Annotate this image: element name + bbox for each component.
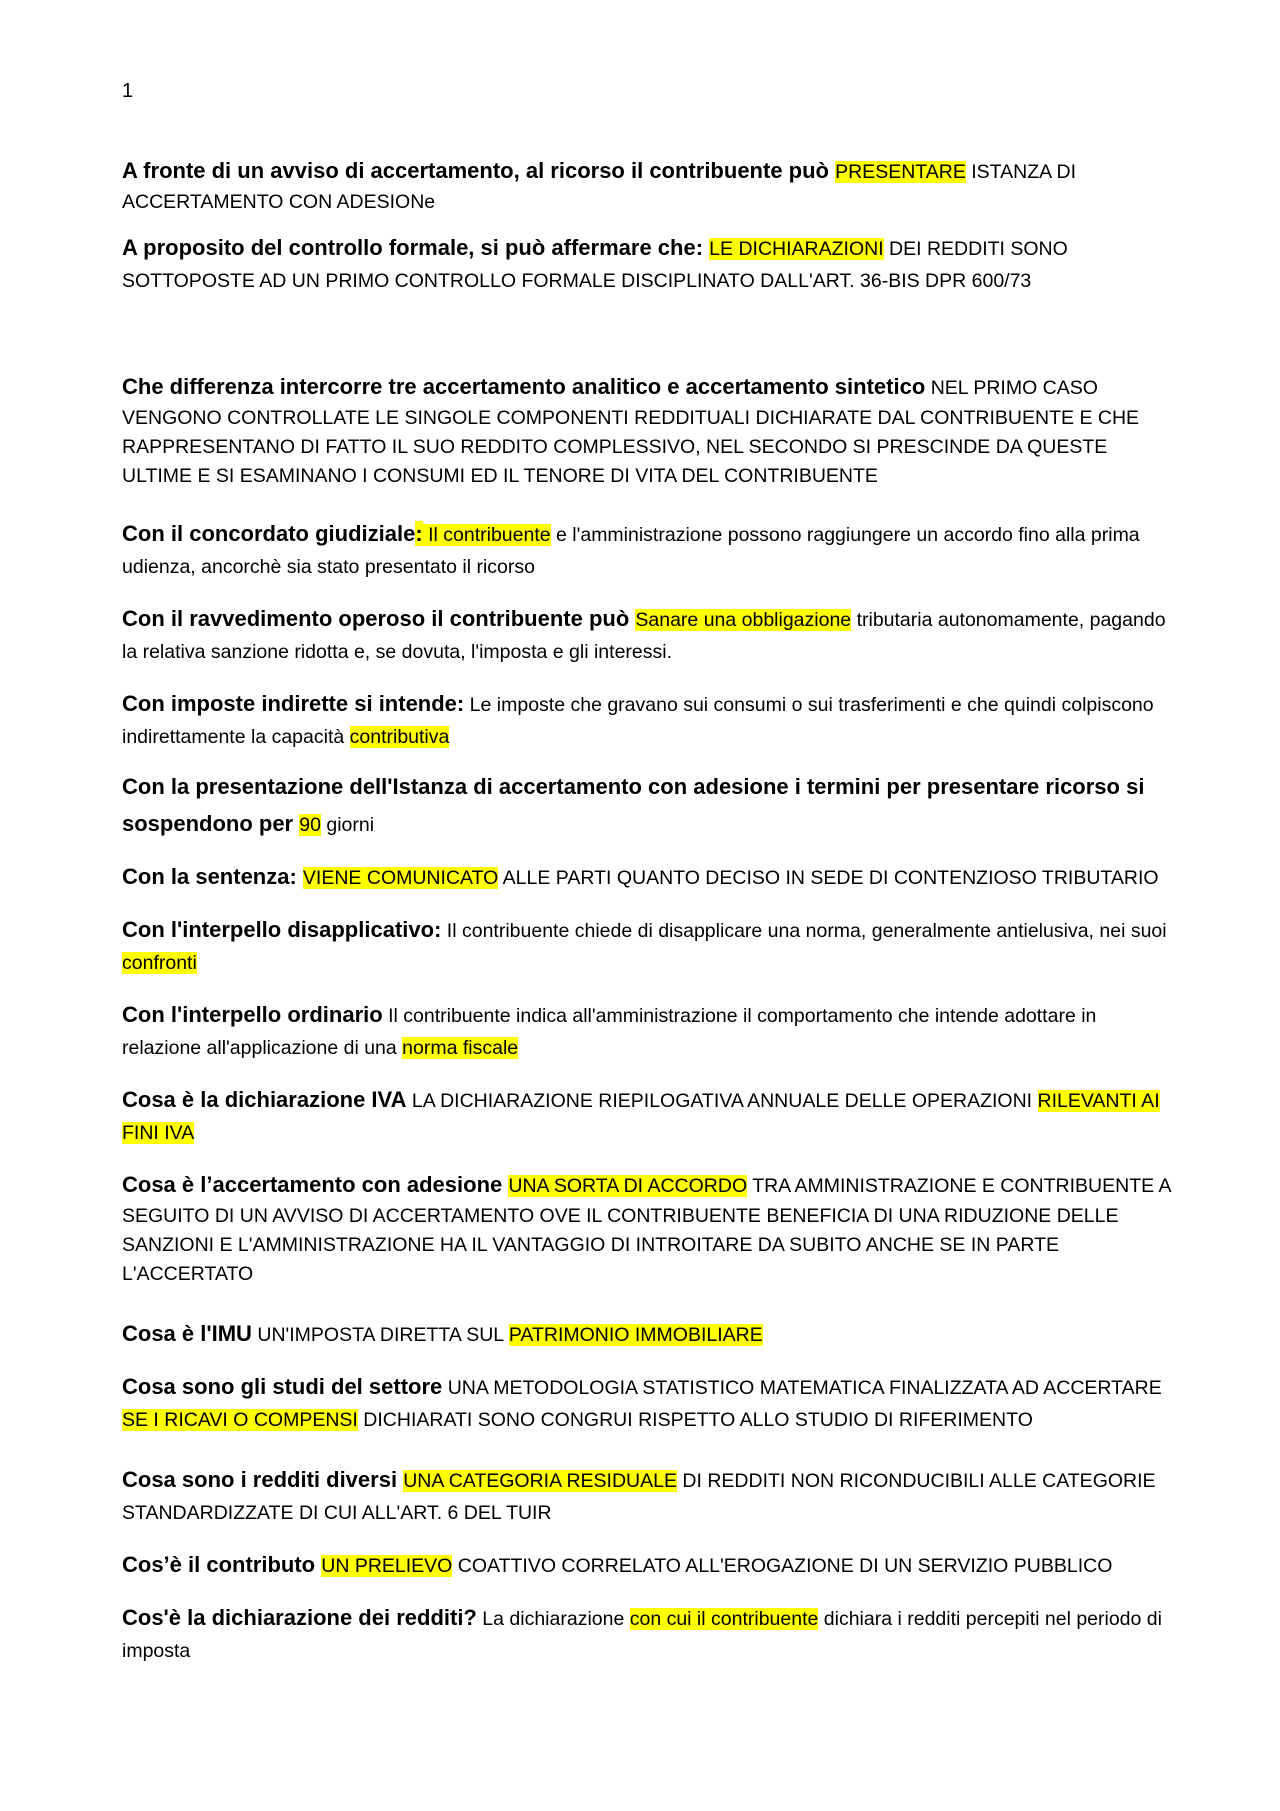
question-text: Cosa sono gli studi del settore (122, 1374, 443, 1399)
highlighted-answer: confronti (122, 952, 197, 974)
answer-text: ALLE PARTI QUANTO DECISO IN SEDE DI CONTENZIOSO TRIBUTARIO (498, 867, 1159, 889)
highlighted-answer: con cui il contribuente (629, 1608, 819, 1630)
question-text: Con la sentenza: (122, 864, 303, 889)
highlighted-answer: Il contribuente (422, 524, 551, 546)
question-text: Con l'interpello ordinario (122, 1002, 383, 1027)
qa-entry (122, 1168, 1172, 1289)
highlighted-answer: PATRIMONIO IMMOBILIARE (508, 1324, 763, 1346)
qa-entry (122, 154, 1172, 217)
answer-text: UN'IMPOSTA DIRETTA SUL (251, 1324, 509, 1346)
qa-entry (122, 1317, 1172, 1352)
qa-entry (122, 370, 1172, 491)
answer-text: giorni (320, 814, 375, 836)
highlighted-answer: 90 (299, 814, 321, 836)
answer-text: TRA AMMINISTRAZIONE E CONTRIBUENTE A SEGUITO DI UN AVVISO DI ACCERTAMENTO OVE IL CONTRIBUENTE BENEFICIA DI UNA RIDUZIONE DELLE SANZIONI E L'AMMINISTRAZIONE HA IL VANTAGGIO DI INTROITARE DA SUBITO ANCHE SE IN PARTE L'ACCERTATO (122, 1175, 1171, 1285)
answer-text: dichiara i redditi percepiti nel periodo di imposta (122, 1608, 1162, 1662)
question-text: Cos’è il contributo (122, 1552, 322, 1577)
question-text: Con imposte indirette si intende: (122, 691, 465, 716)
question-text: Cosa è l’accertamento con adesione (122, 1172, 509, 1197)
highlighted-answer: norma fiscale (402, 1037, 519, 1059)
question-text: Cosa è l'IMU (122, 1321, 252, 1346)
question-text: Cosa sono i redditi diversi (122, 1467, 404, 1492)
qa-entry (122, 1601, 1172, 1668)
answer-text: DI REDDITI NON RICONDUCIBILI ALLE CATEGORIE STANDARDIZZATE DI CUI ALL'ART. 6 DEL TUIR (122, 1470, 1156, 1524)
answer-text: Il contribuente indica all'amministrazione il comportamento che intende adottare in relazione all'applicazione di una (122, 1005, 1097, 1059)
highlighted-answer: UNA SORTA DI ACCORDO (508, 1175, 748, 1197)
highlighted-answer: Sanare una obbligazione (635, 609, 852, 631)
answer-text: UNA METODOLOGIA STATISTICO MATEMATICA FINALIZZATA AD ACCERTARE (442, 1377, 1162, 1399)
question-text: Cos'è la dichiarazione dei redditi? (122, 1605, 477, 1630)
question-text: Con la presentazione dell'Istanza di accertamento con adesione i termini per presentare ricorso si sospendono per (122, 774, 1145, 836)
answer-text: tributaria autonomamente, pagando la relativa sanzione ridotta e, se dovuta, l'imposta e gli interessi. (122, 609, 1166, 663)
answer-text: Il contribuente chiede di disapplicare una norma, generalmente antielusiva, nei suoi (441, 920, 1167, 942)
question-text: Con il concordato giudiziale (122, 521, 416, 546)
answer-text: NEL PRIMO CASO VENGONO CONTROLLATE LE SINGOLE COMPONENTI REDDITUALI DICHIARATE DAL CONTRIBUENTE E CHE RAPPRESENTANO DI FATTO IL SUO REDDITO COMPLESSIVO, NEL SECONDO SI PRESCINDE DA QUESTE ULTIME E SI ESAMINANO I CONSUMI ED IL TENORE DI VITA DEL CONTRIBUENTE (122, 377, 1140, 487)
answer-text: LA DICHIARAZIONE RIEPILOGATIVA ANNUALE DELLE OPERAZIONI (406, 1090, 1038, 1112)
highlighted-answer: RILEVANTI AI FINI IVA (122, 1090, 1160, 1144)
question-text: A fronte di un avviso di accertamento, al ricorso il contribuente può (122, 158, 836, 183)
qa-entry (122, 1548, 1172, 1583)
qa-entry (122, 231, 1172, 298)
highlighted-answer: PRESENTARE (835, 161, 966, 183)
highlighted-answer: VIENE COMUNICATO (302, 867, 499, 889)
qa-entry (122, 860, 1172, 895)
qa-entry (122, 602, 1172, 669)
qa-list (122, 154, 1172, 1668)
answer-text: e l'amministrazione possono raggiungere un accordo fino alla prima udienza, ancorchè sia stato presentato il ricorso (122, 524, 1140, 578)
qa-entry (122, 1083, 1172, 1150)
qa-entry (122, 998, 1172, 1065)
qa-entry (122, 770, 1172, 844)
question-text: Cosa è la dichiarazione IVA (122, 1087, 407, 1112)
highlighted-answer: UN PRELIEVO (321, 1555, 453, 1577)
highlighted-answer: LE DICHIARAZIONI (709, 238, 884, 260)
qa-entry (122, 913, 1172, 980)
answer-text: DICHIARATI SONO CONGRUI RISPETTO ALLO STUDIO DI RIFERIMENTO (357, 1409, 1033, 1431)
highlighted-answer: contributiva (349, 726, 450, 748)
answer-text: ISTANZA DI ACCERTAMENTO CON ADESIONe (122, 161, 1076, 213)
answer-text: La dichiarazione (476, 1608, 630, 1630)
question-text: Che differenza intercorre tre accertamento analitico e accertamento sintetico (122, 374, 926, 399)
answer-text: DEI REDDITI SONO SOTTOPOSTE AD UN PRIMO CONTROLLO FORMALE DISCIPLINATO DALL'ART. 36-BIS DPR 600/73 (122, 238, 1068, 292)
page-number: 1 (122, 80, 134, 102)
highlighted-answer: UNA CATEGORIA RESIDUALE (403, 1470, 677, 1492)
answer-text: COATTIVO CORRELATO ALL'EROGAZIONE DI UN SERVIZIO PUBBLICO (452, 1555, 1113, 1577)
qa-entry (122, 1370, 1172, 1437)
question-text: Con il ravvedimento operoso il contribuente può (122, 606, 636, 631)
highlighted-colon: : (415, 521, 423, 546)
question-text: A proposito del controllo formale, si può affermare che: (122, 235, 710, 260)
answer-text: Le imposte che gravano sui consumi o sui trasferimenti e che quindi colpiscono indirettamente la capacità (122, 694, 1154, 748)
question-text: Con l'interpello disapplicativo: (122, 917, 442, 942)
qa-entry (122, 517, 1172, 584)
qa-entry (122, 687, 1172, 754)
highlighted-answer: SE I RICAVI O COMPENSI (122, 1409, 358, 1431)
qa-entry (122, 1463, 1172, 1530)
